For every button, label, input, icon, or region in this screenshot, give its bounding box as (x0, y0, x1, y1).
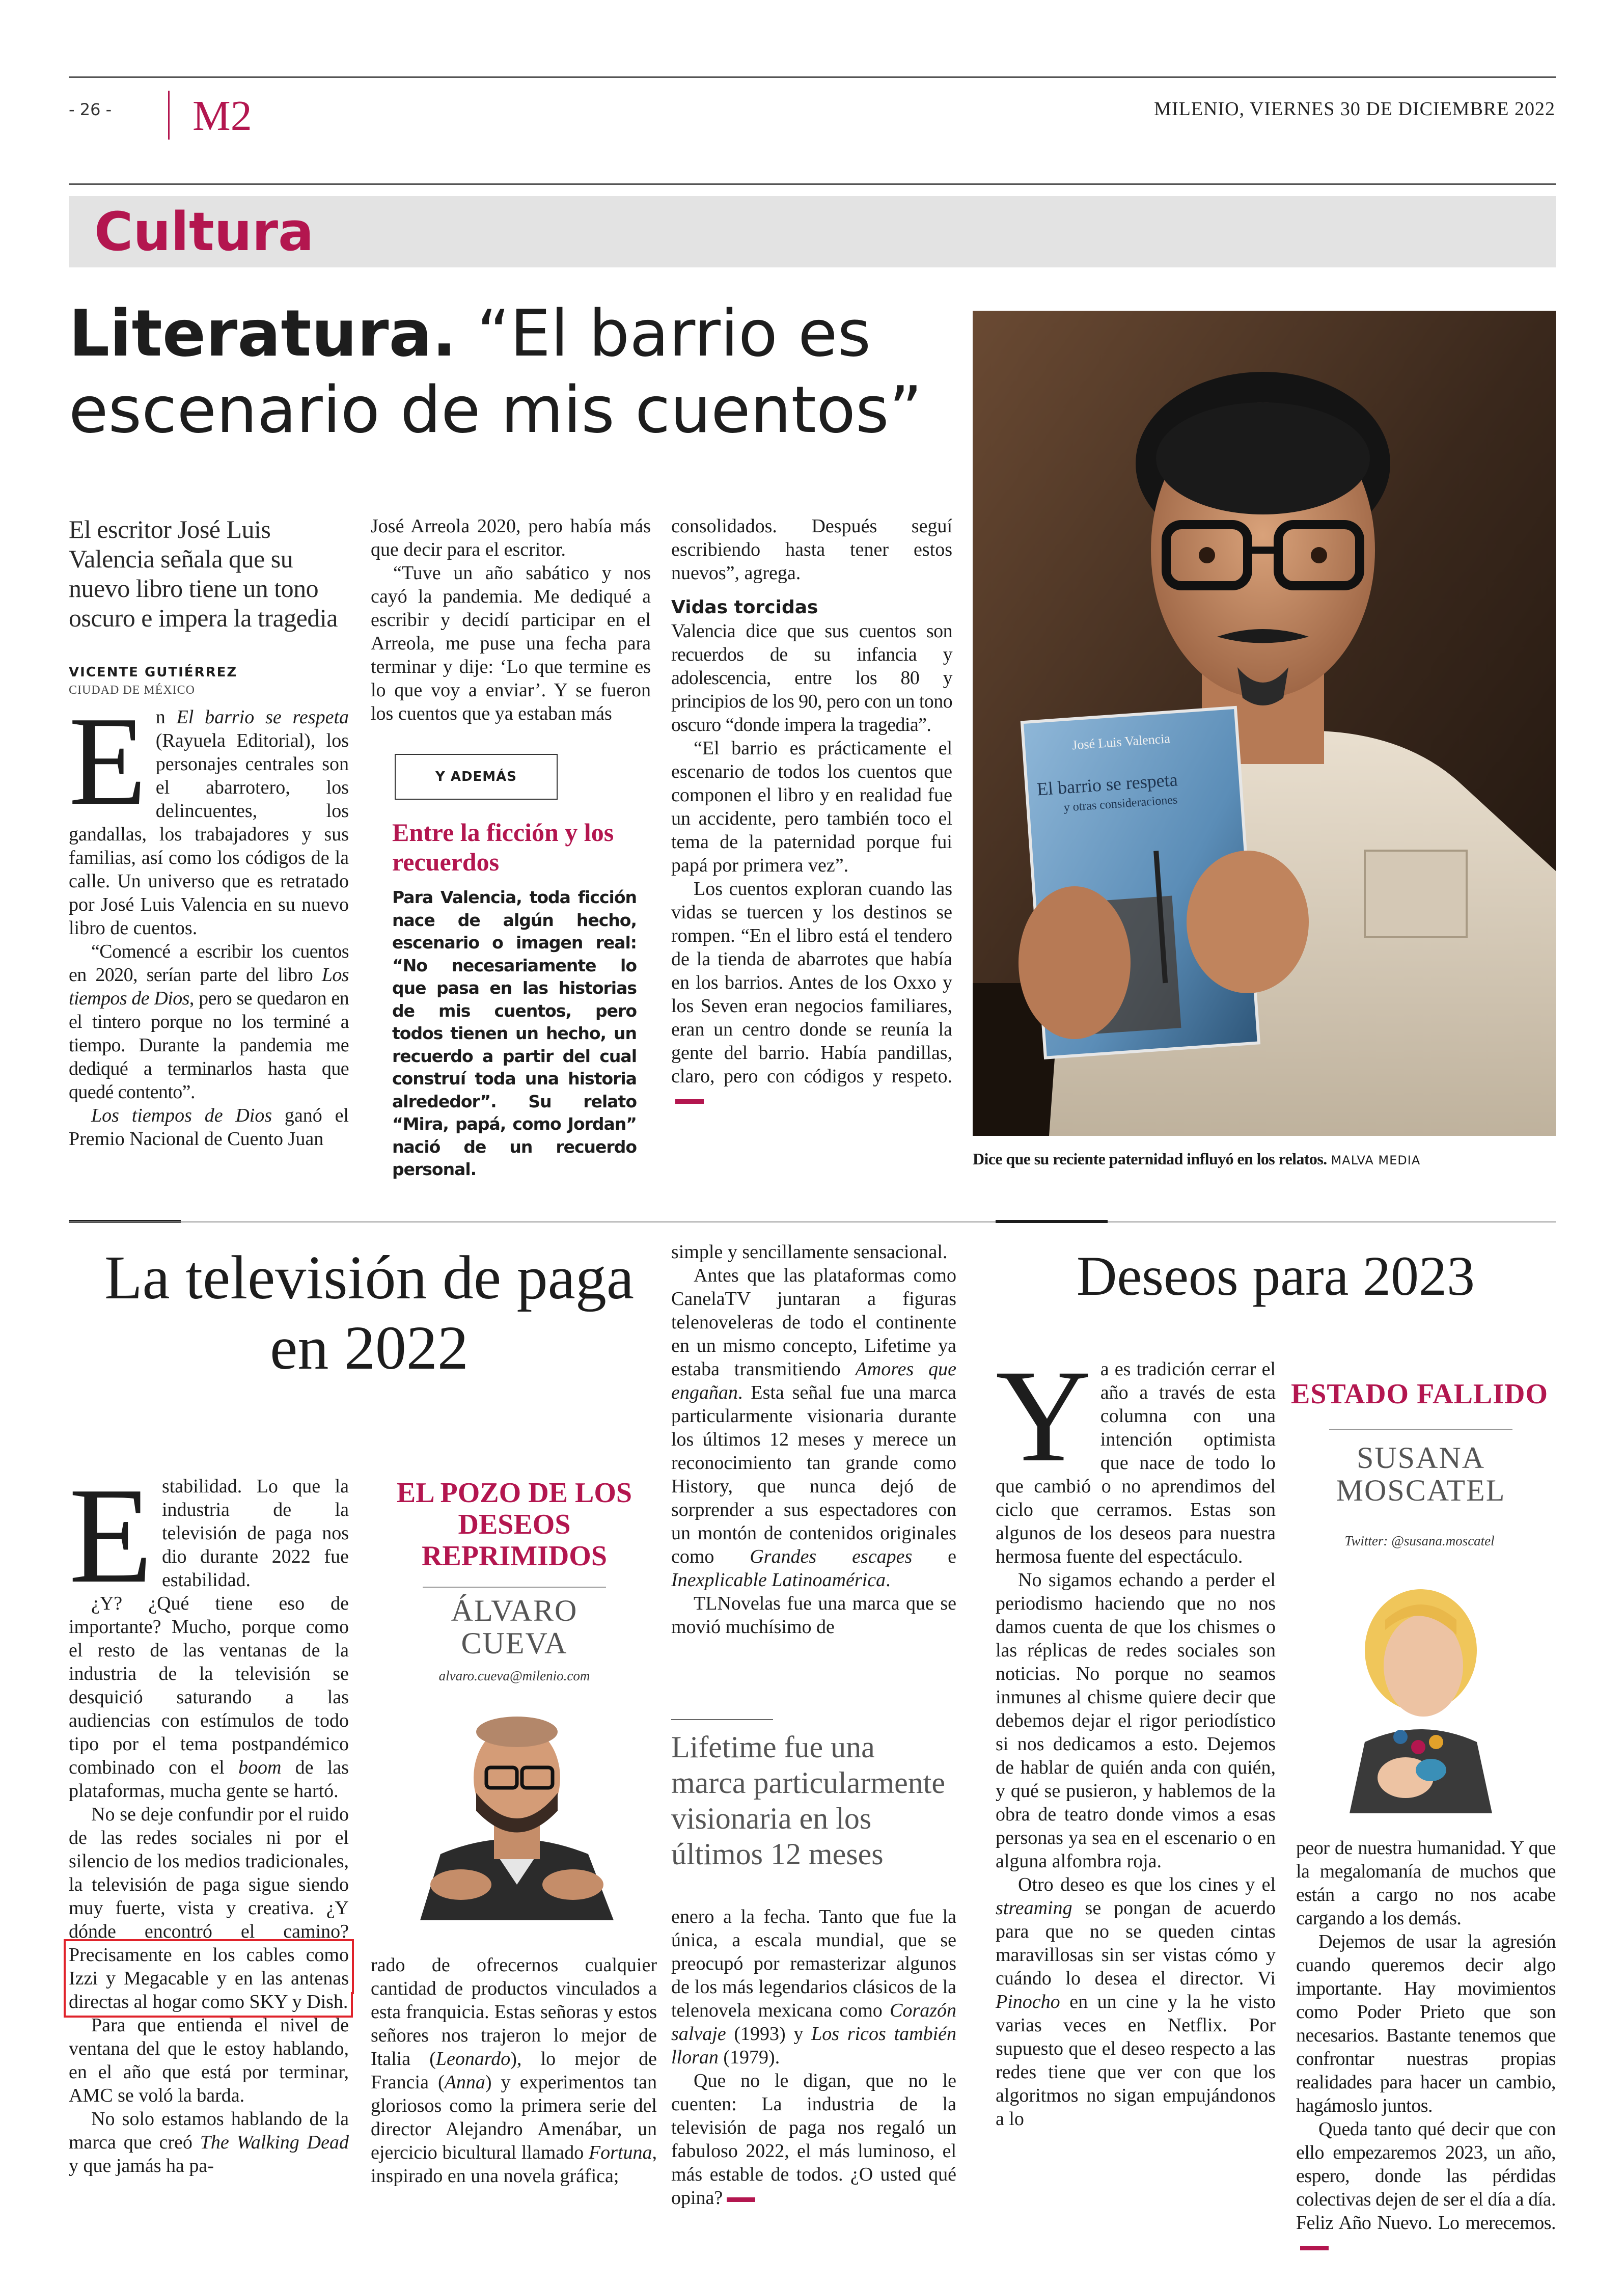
col3-text: Valencia dice que sus cuentos son recuerdos de su infancia y adolescencia, entre los 80 y principios de los 90, pero con un tono oscuro “donde impera la tragedia”. (671, 620, 952, 736)
drop-cap: E (69, 691, 147, 832)
tv-text: Antes que las plataformas como CanelaTV juntaran a figuras telenoveleras de todo el continente en un mismo concepto, Lifetime ya estaba transmitiendo (671, 1265, 956, 1380)
author-photo-illustration (973, 311, 1556, 1136)
section-band (69, 196, 1556, 267)
tv-italic: Inexplicable Latinoamérica (671, 1569, 886, 1591)
lead-deck: El escritor José Luis Valencia señala que su nuevo libro tiene un tono oscuro e impera la tragedia (69, 515, 338, 632)
tv-text: ¿Y? ¿Qué tiene eso de importante? Mucho, porque como el resto de las ventanas de la industria de la televisión se desquició saturando a las audiencias con estímulos de todo tipo por el tema postpandémico combinado con el (69, 1593, 349, 1778)
lead-column-1 (69, 691, 349, 1151)
drop-cap: E (69, 1459, 153, 1612)
wishes-text: peor de nuestra humanidad. Y que la megalomanía de muchos que están a cargo no nos acabe cargando a los demás. (1296, 1837, 1556, 1929)
col3-text: consolidados. Después seguí escribiendo hasta tener estos nuevos”, agrega. (671, 515, 952, 584)
tv-text: simple y sencillamente sensacional. (671, 1241, 948, 1263)
col2-text: José Arreola 2020, pero había más que decir para el escritor. (371, 515, 651, 560)
dateline-location: CIUDAD DE MÉXICO (69, 684, 195, 697)
sidebar-tag-box (395, 754, 558, 800)
section-label: Cultura (94, 201, 314, 263)
col1-text: , pero se quedaron en el tintero porque no los terminé a tiempo. Durante la pandemia me dediqué a terminarlos hasta que quedé contento”. (69, 988, 349, 1103)
col1-text: ganó el Premio Nacional de Cuento Juan (69, 1105, 349, 1150)
tv-italic: Corazón salvaje (671, 2000, 956, 2045)
drop-cap: Y (996, 1343, 1091, 1489)
columnist-rule (423, 1587, 606, 1588)
sidebar-body: Para Valencia, toda ficción nace de algún hecho, escenario o imagen real: “No necesariamente lo que pasa en las historias de mis cuentos, pero todos tienen un hecho, un recuerdo a partir del cual construí toda una historia alrededor”. Su relato “Mira, papá, como Jordan” nació de un recuerdo personal. (392, 887, 637, 1179)
columnist-portrait-cueva (374, 1701, 657, 1920)
col1-text: n (155, 706, 177, 728)
tv-text: e (912, 1546, 956, 1567)
wishes-headline: Deseos para 2023 (1077, 1245, 1475, 1307)
tv-italic: Anna (444, 2072, 485, 2093)
pullquote-rule (671, 1719, 773, 1720)
subhead-vidas-torcidas: Vidas torcidas (671, 597, 818, 618)
columnist-name-moscatel: SUSANA MOSCATEL (1336, 1441, 1506, 1507)
portrait-illustration (1329, 1569, 1512, 1813)
caption-text: Dice que su reciente paternidad influyó en los relatos. (973, 1150, 1327, 1168)
book-title-ref: Los tiempos de Dios (91, 1105, 272, 1126)
photo-caption (973, 1149, 1556, 1171)
columnist-email: alvaro.cueva@milenio.com (438, 1668, 590, 1683)
col3-text: Los cuentos exploran cuando las vidas se tuercen y los destinos se rompen. “En el libro está el tendero de la tienda de abarrotes que había en los barrios. Antes de los Oxxo y los Seven eran negocios familiares, eran un centro donde se reunía la gente del barrio. Había pandillas, claro, pero con códigos y respeto. (671, 878, 952, 1087)
section-divider (168, 91, 170, 140)
tv-column-c-bottom (671, 1905, 956, 2210)
book-title-ref: El barrio se respeta (176, 706, 349, 728)
tv-text: y que jamás ha pa- (69, 2155, 214, 2176)
headline-text: “El barrio es escenario de mis cuentos” (69, 296, 922, 447)
tv-italic: Grandes escapes (750, 1546, 913, 1567)
wishes-text: se pongan de acuerdo para que no se queden cintas maravillosas sin ser vistas cómo y cuándo lo desea el director. Vi (996, 1897, 1276, 1989)
wishes-text: Dejemos de usar la agresión cuando queremos decir algo importante. Hay movimientos como Poder Prieto que son necesarios. Bastante tenemos que confrontar nuestras propias realidades para hacer un cambio, hagámoslo juntos. (1296, 1931, 1556, 2116)
tv-column-c (671, 1240, 956, 1639)
tv-text: rado de ofrecernos cualquier cantidad de productos vinculados a esta franquicia. Estas señoras y estos señores nos trajeron lo mejor de Italia ( (371, 1954, 657, 2070)
columnist-name: ÁLVARO CUEVA (451, 1594, 578, 1660)
sidebar-title: Entre la ficción y los recuerdos (392, 818, 614, 876)
tv-text: , inspirado en una novela gráfica; (371, 2142, 657, 2187)
page-number: - 26 - (69, 100, 112, 119)
wishes-text: Queda tanto qué decir que con ello empezaremos 2023, un año, espero, donde las pérdidas colectivas dejen de ser el día a día. Feliz Año Nuevo. Lo merecemos. (1296, 2118, 1556, 2234)
lead-column-2 (371, 514, 651, 725)
wishes-column-a (996, 1343, 1276, 2131)
tv-text: de las plataformas, mucha gente se hartó. (69, 1757, 349, 1802)
wishes-italic: streaming (996, 1897, 1072, 1919)
author-photo (973, 311, 1556, 1136)
tv-text: No se deje confundir por el ruido de las redes sociales ni por el silencio de los medios tradicionales, la televisión de paga sigue siendo muy fuerte, vista y creativa. ¿Y dónde encontró el camino? (69, 1804, 349, 1942)
tv-text: Para que entienda el nivel de ventana del que le estoy hablando, en el año que está por terminar, AMC se voló la barda. (69, 2015, 349, 2106)
lead-headline (69, 295, 934, 448)
wishes-column-b (1296, 1836, 1556, 2258)
wishes-column-rule (996, 1220, 1108, 1223)
book-title-ref: Los tiempos de Dios (69, 964, 349, 1009)
tv-text: stabilidad. Lo que la industria de la televisión de paga nos dio durante 2022 fue estabilidad. (161, 1476, 349, 1591)
tv-italic: Leonardo (435, 2048, 511, 2070)
book-title: El barrio se respeta (1036, 769, 1178, 800)
tv-text: . Esta señal fue una marca particularmente visionaria durante los últimos 12 meses y merece un reconocimiento tan grande como History, que nunca dejó de sorprender a sus espectadores con un montón de contenidos originales como (671, 1382, 956, 1567)
col3-text: “El barrio es prácticamente el escenario de todos los cuentos que componen el libro y en realidad fue un accidente, pero también toco el tema de la paternidad porque fui papá por primera vez”. (671, 738, 952, 876)
tv-column-b (371, 1953, 657, 2188)
column-name-pozo: EL POZO DE LOS DESEOS REPRIMIDOS (396, 1477, 632, 1572)
tv-italic: The Walking Dead (200, 2132, 349, 2153)
column-name-estado-fallido: ESTADO FALLIDO (1290, 1378, 1549, 1410)
end-mark (675, 1099, 704, 1104)
tv-italic: Los ricos también lloran (671, 2023, 956, 2068)
header-rule (69, 183, 1556, 185)
tv-text: (1993) y (726, 2023, 812, 2045)
tv-text: ), lo mejor de Francia ( (371, 2048, 657, 2093)
section-code: M2 (192, 92, 252, 140)
columnist-rule (1329, 1429, 1512, 1430)
lead-column-3 (671, 514, 952, 1111)
wishes-text: Otro deseo es que los cines y el (1018, 1874, 1276, 1895)
tv-text: enero a la fecha. Tanto que fue la única, a escala mundial, que se preocupó por remasterizar algunos de los más legendarios clásicos de la telenovela mexicana como (671, 1906, 956, 2021)
tv-pullquote: Lifetime fue una marca particularmente visionaria en los últimos 12 meses (671, 1730, 946, 1871)
columnist-twitter: Twitter: @susana.moscatel (1344, 1533, 1495, 1548)
photo-credit: MALVA MEDIA (1331, 1153, 1421, 1167)
tv-column-a (69, 1459, 349, 2178)
end-mark (727, 2197, 755, 2202)
tv-italic: Amores que engañan (671, 1358, 956, 1403)
byline: VICENTE GUTIÉRREZ (69, 665, 238, 680)
tv-headline: La televisión de paga en 2022 (104, 1243, 634, 1382)
wishes-text: a es tradición cerrar el año a través de esta columna con una intención optimista que nace de todo lo que cambió o no aprendimos del ciclo que cerramos. Estas son algunos de los deseos para nuestra hermosa fuente del espectáculo. (996, 1358, 1276, 1567)
book-subtitle: y otras consideraciones (1063, 793, 1178, 814)
tv-text: Que no le digan, que no le cuenten: La industria de la televisión de paga nos regaló un fabuloso 2022, el más luminoso, el más estable de todos. ¿O usted qué opina? (671, 2070, 956, 2209)
tv-italic: boom (238, 1757, 282, 1778)
book-author: José Luis Valencia (1071, 731, 1171, 753)
col2-text: “Tuve un año sabático y nos cayó la pandemia. Me dediqué a escribir y decidí participar en el Arreola, me puse una fecha para terminar y dije: ‘Lo que termine es lo que voy a enviar’. Y se fueron los cuentos que ya estaban más (371, 562, 651, 724)
portrait-illustration (374, 1701, 657, 1920)
tv-text: ) y experimentos tan gloriosos como la primera serie del director Alejandro Amenábar, un ejercicio bicultural llamado (371, 2072, 657, 2163)
wishes-text: en un cine y la he visto varias veces en Netflix. Por supuesto que el deseo respecto a las redes tiene que ver con que los algoritmos no sigan empujándonos a lo (996, 1991, 1276, 2130)
end-mark (1300, 2246, 1329, 2250)
col1-text: (Rayuela Editorial), los personajes centrales son el abarrotero, los delincuentes, los gandallas, los trabajadores y sus familias, así como los códigos de la calle. Un universo que es retratado por José Luis Valencia en su nuevo libro de cuentos. (69, 730, 349, 939)
wishes-italic: Pinocho (996, 1991, 1060, 2012)
dateline: MILENIO, VIERNES 30 DE DICIEMBRE 2022 (1154, 98, 1555, 120)
col1-text: “Comencé a escribir los cuentos en 2020, serían parte del libro (69, 941, 349, 986)
tv-text: TLNovelas fue una marca que se movió muchísimo de (671, 1593, 956, 1638)
highlighted-passage: Precisamente en los cables como Izzi y Megacable y en las antenas directas al hogar como SKY y Dish. (69, 1944, 349, 2012)
top-rule (69, 76, 1556, 78)
tv-text: (1979). (718, 2047, 780, 2068)
tv-italic: Fortuna (588, 2142, 652, 2163)
bottom-zone-rule (69, 1221, 1556, 1222)
tv-text: No solo estamos hablando de la marca que creó (69, 2108, 349, 2153)
tv-text: . (886, 1569, 891, 1591)
sidebar-tag: Y ADEMÁS (435, 769, 517, 784)
columnist-portrait-moscatel (1329, 1569, 1512, 1813)
headline-kicker: Literatura. (69, 296, 457, 371)
wishes-text: No sigamos echando a perder el periodismo haciendo que no nos damos cuenta de que los chismes o las réplicas de redes sociales son noticias. No porque no seamos inmunes al chisme quiere decir que debemos dejar el rigor periodístico si nos dedicamos a esto. Dejemos de hablar de quién anda con quién, y qué se pusieron, y hablemos de la obra de teatro donde vimos a esas personas ya sea en el escenario o en alguna alfombra roja. (996, 1569, 1276, 1872)
